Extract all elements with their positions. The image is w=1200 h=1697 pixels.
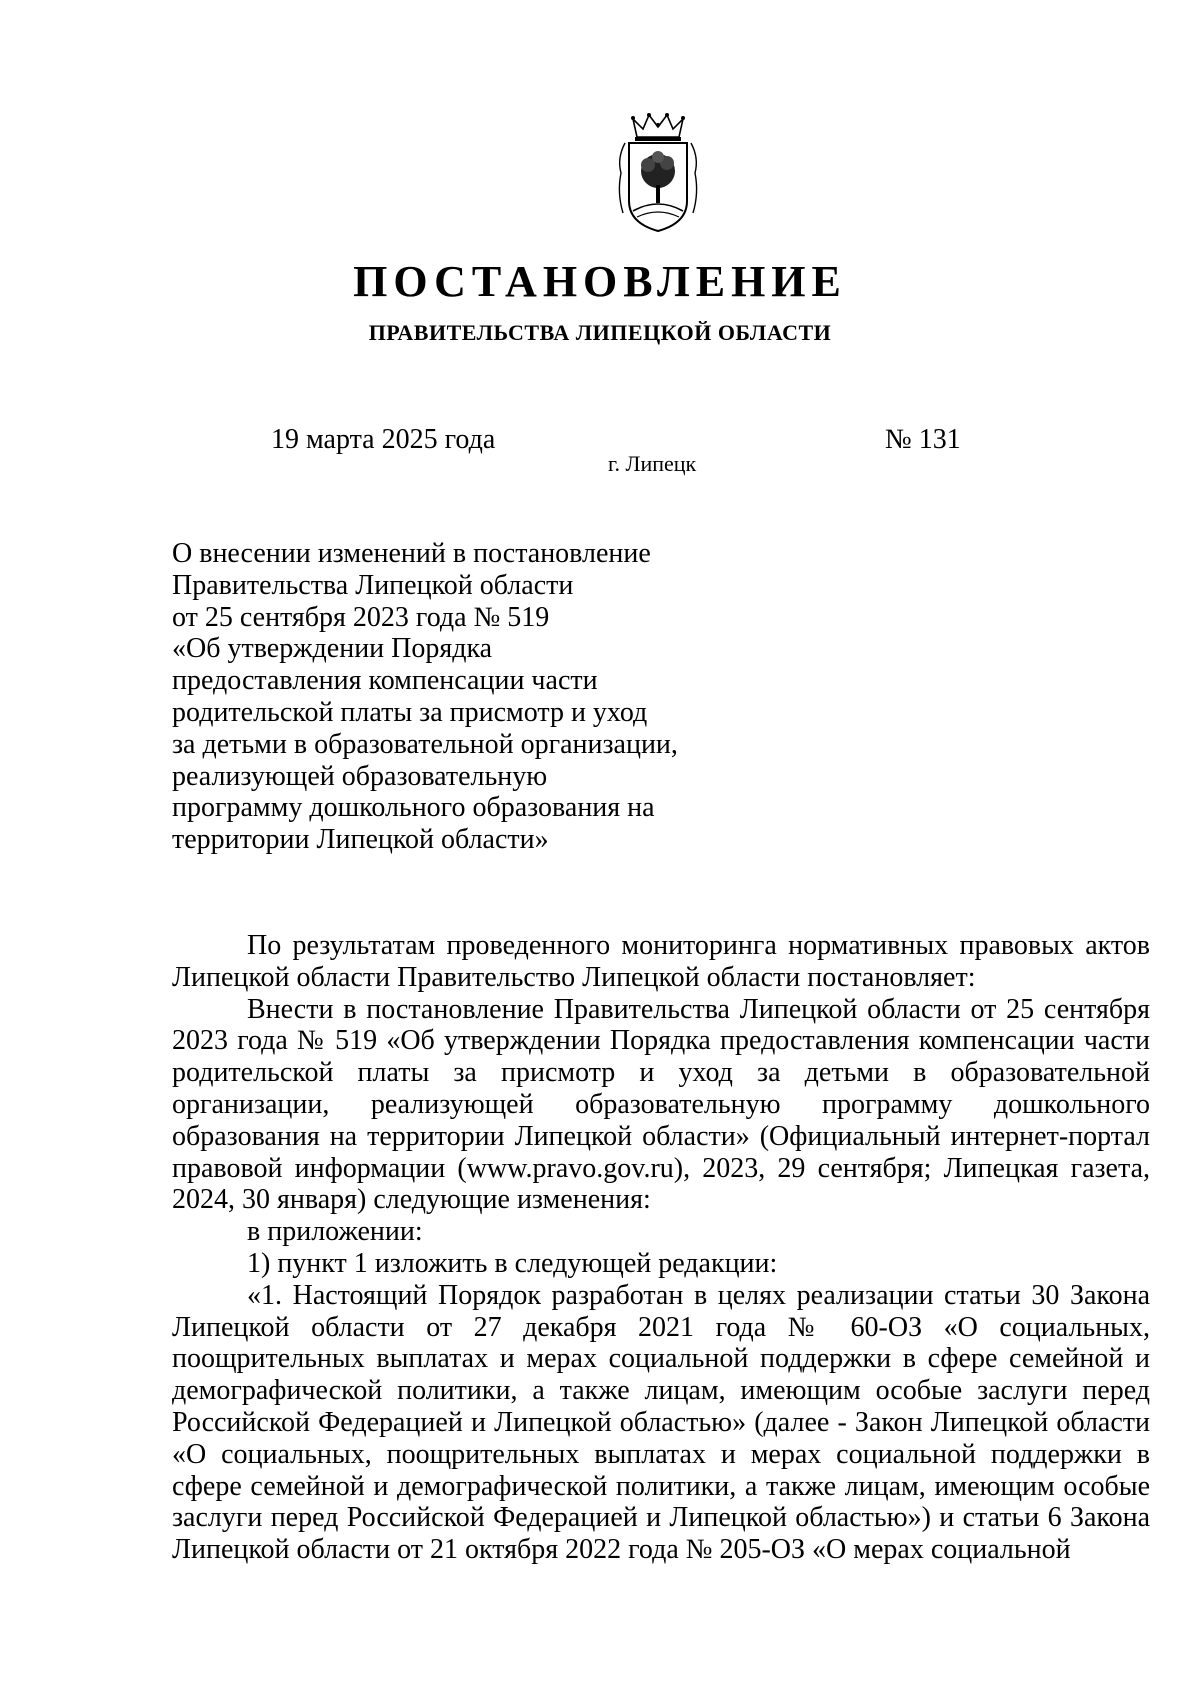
document-city: г. Липецк [608, 451, 697, 476]
heading-line: от 25 сентября 2023 года № 519 [172, 601, 550, 633]
document-title: ПОСТАНОВЛЕНИЕ [353, 257, 847, 306]
body-paragraph: Внести в постановление Правительства Липецкой области от 25 сентября 2023 года № 519 «Об утверждении Порядка предоставления компенсации части родительской платы за присмотр и уход за детьми в образовательной организации, реализующей образовательную программу дошкольного образования на территории Липецкой области» (Официальный интернет-портал правовой информации (www.pravo.gov.ru), 2023, 29 сентября; Липецкая газета, 2024, 30 января) следующие изменения: [172, 993, 1150, 1216]
document-subtitle: ПРАВИТЕЛЬСТВА ЛИПЕЦКОЙ ОБЛАСТИ [368, 320, 832, 345]
heading-line: «Об утверждении Порядка [172, 633, 493, 665]
heading-line: реализующей образовательную [172, 760, 548, 792]
coat-of-arms-icon [615, 113, 701, 235]
body-paragraph: «1. Настоящий Порядок разработан в целях реализации статьи 30 Закона Липецкой области от 27 декабря 2021 года № 60-ОЗ «О социальных, поощрительных выплатах и мерах социальной поддержки в сфере семейной и демографической политики, а также лицам, имеющим особые заслуги перед Российской Федерацией и Липецкой областью» (далее - Закон Липецкой области «О социальных, поощрительных выплатах и мерах социальной поддержки в сфере семейной и демографической политики, а также лицам, имеющим особые заслуги перед Российской Федерацией и Липецкой областью») и статьи 6 Закона Липецкой области от 21 октября 2022 года № 205-ОЗ «О мерах социальной [172, 1279, 1150, 1566]
heading-line: родительской платы за присмотр и уход [172, 696, 648, 728]
body-paragraph: в приложении: [247, 1216, 423, 1248]
heading-line: Правительства Липецкой области [172, 569, 574, 601]
document-heading [172, 538, 732, 856]
document-date: 19 марта 2025 года [271, 424, 496, 455]
heading-line: О внесении изменений в постановление [172, 538, 651, 569]
heading-line: программу дошкольного образования на [172, 792, 655, 824]
body-paragraph: По результатам проведенного мониторинга нормативных правовых актов Липецкой области Правительство Липецкой области постановляет: [172, 930, 1150, 993]
heading-line: за детьми в образовательной организации, [172, 728, 678, 760]
document-number: № 131 [885, 424, 961, 455]
body-paragraph: 1) пункт 1 изложить в следующей редакции: [247, 1247, 778, 1279]
document-body [172, 930, 1150, 1566]
heading-line: территории Липецкой области» [172, 824, 549, 856]
heading-line: предоставления компенсации части [172, 665, 598, 697]
